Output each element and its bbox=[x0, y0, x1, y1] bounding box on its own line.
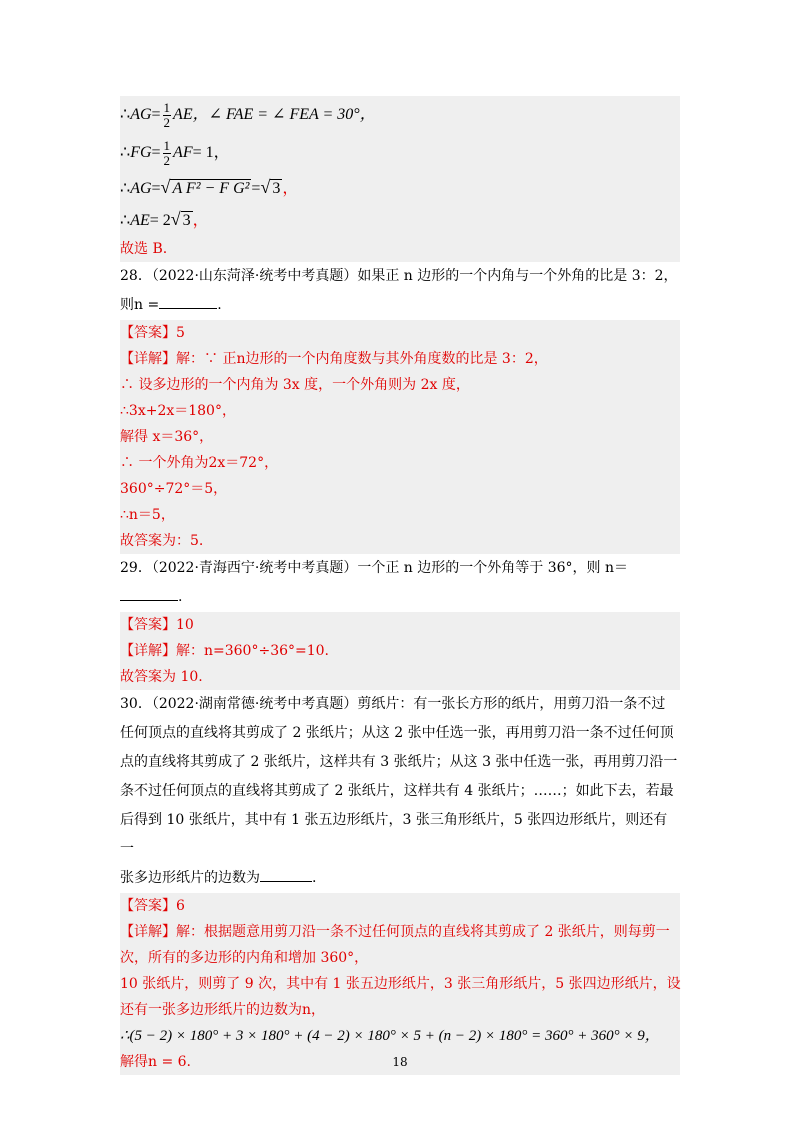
detail-28-line: ∴ 一个外角为2x＝72°， bbox=[120, 455, 279, 471]
fraction-half: $\frac{1}{2}$ bbox=[163, 99, 171, 130]
page-number: 18 bbox=[392, 1055, 408, 1069]
detail-30-line: 10 张纸片，则剪了 9 次，其中有 1 张五边形纸片，3 张三角形纸片，5 张四边形纸片，设 bbox=[120, 976, 681, 992]
question-30-line: 点的直线将其剪成了 2 张纸片，这样共有 3 张纸片；从这 3 张中任选一张，再用剪刀沿一 bbox=[120, 754, 678, 770]
page-content bbox=[120, 96, 680, 1075]
detail-28-line: ∴ 设多边形的一个内角为 3x 度，一个外角则为 2x 度， bbox=[120, 377, 470, 393]
question-29-line-1: 29．（2022·青海西宁·统考中考真题）一个正 n 边形的一个外角等于 36°，则 n＝ bbox=[120, 560, 628, 576]
detail-30-line: 还有一张多边形纸片的边数为n， bbox=[120, 1002, 326, 1018]
detail-28-line: ∴3x+2x＝180°， bbox=[120, 403, 236, 419]
prev-solution-block bbox=[120, 96, 680, 262]
fraction-half: $\frac{1}{2}$ bbox=[163, 137, 171, 168]
sqrt-three: √ 3 bbox=[170, 209, 191, 229]
solution-line-3: ∴AG=√ A F² − F G² =√ 3 ， bbox=[120, 172, 680, 204]
question-30-line: 任何顶点的直线将其剪成了 2 张纸片；从这 2 张中任选一张，再用剪刀沿一条不过任何顶 bbox=[120, 725, 674, 741]
answer-30-block bbox=[120, 893, 680, 1075]
question-28-line-1: 28．（2022·山东菏泽·统考中考真题）如果正 n 边形的一个内角与一个外角的比是 3：2， bbox=[120, 268, 678, 284]
solution-conclusion: 故选 B. bbox=[120, 241, 168, 257]
detail-30-line: 【详解】解：根据题意用剪刀沿一条不过任何顶点的直线将其剪成了 2 张纸片，则每剪一 bbox=[120, 924, 670, 940]
question-29-line-2: . bbox=[120, 583, 680, 612]
question-30 bbox=[120, 690, 680, 893]
answer-28: 【答案】5 bbox=[120, 325, 185, 341]
answer-29: 【答案】10 bbox=[120, 617, 194, 633]
answer-blank bbox=[159, 294, 217, 309]
detail-28-line: 【详解】解：∵ 正n边形的一个内角度数与其外角度数的比是 3：2， bbox=[120, 351, 548, 367]
answer-28-block bbox=[120, 320, 680, 554]
solution-line-1: ∴AG= $\frac{1}{2}$ AE，∠ FAE = ∠ FEA = 30°， bbox=[120, 99, 376, 130]
answer-blank bbox=[260, 867, 312, 882]
detail-28-line: 360°÷72°＝5， bbox=[120, 481, 228, 497]
answer-30: 【答案】6 bbox=[120, 898, 185, 914]
question-30-line: 条不过任何顶点的直线将其剪成了 2 张纸片，这样共有 4 张纸片；……；如此下去，若最 bbox=[120, 783, 674, 799]
question-30-line: 30．（2022·湖南常德·统考中考真题）剪纸片：有一张长方形的纸片，用剪刀沿一条不过 bbox=[120, 696, 666, 712]
detail-30-equation: ∴(5 − 2) × 180° + 3 × 180° + (4 − 2) × 180° × 5 + (n − 2) × 180° = 360° + 360° × 9， bbox=[120, 1028, 660, 1044]
sqrt-expression: √ A F² − F G² bbox=[160, 177, 250, 197]
detail-28-line: 故答案为：5. bbox=[120, 533, 204, 549]
question-28-line-2: 则n = . bbox=[120, 291, 680, 320]
question-28 bbox=[120, 262, 680, 320]
detail-30-result: 解得n = 6. bbox=[120, 1054, 192, 1070]
detail-30-line: 次，所有的多边形的内角和增加 360°， bbox=[120, 950, 369, 966]
detail-29-line: 故答案为 10. bbox=[120, 669, 203, 685]
solution-line-2: ∴FG= $\frac{1}{2}$ AF= 1， bbox=[120, 137, 230, 168]
sqrt-three: √ 3 bbox=[260, 177, 281, 197]
answer-blank bbox=[120, 586, 178, 601]
question-29 bbox=[120, 554, 680, 612]
question-30-line: 张多边形纸片的边数为 . bbox=[120, 864, 680, 893]
detail-28-line: 解得 x＝36°， bbox=[120, 429, 214, 445]
solution-line-4: ∴AE= 2√ 3 ， bbox=[120, 204, 680, 236]
question-30-line: 后得到 10 张纸片，其中有 1 张五边形纸片，3 张三角形纸片，5 张四边形纸片，则还有一 bbox=[120, 812, 668, 857]
detail-29-line: 【详解】解：n=360°÷36°=10. bbox=[120, 643, 330, 659]
answer-29-block bbox=[120, 612, 680, 690]
detail-28-line: ∴n＝5， bbox=[120, 507, 175, 523]
